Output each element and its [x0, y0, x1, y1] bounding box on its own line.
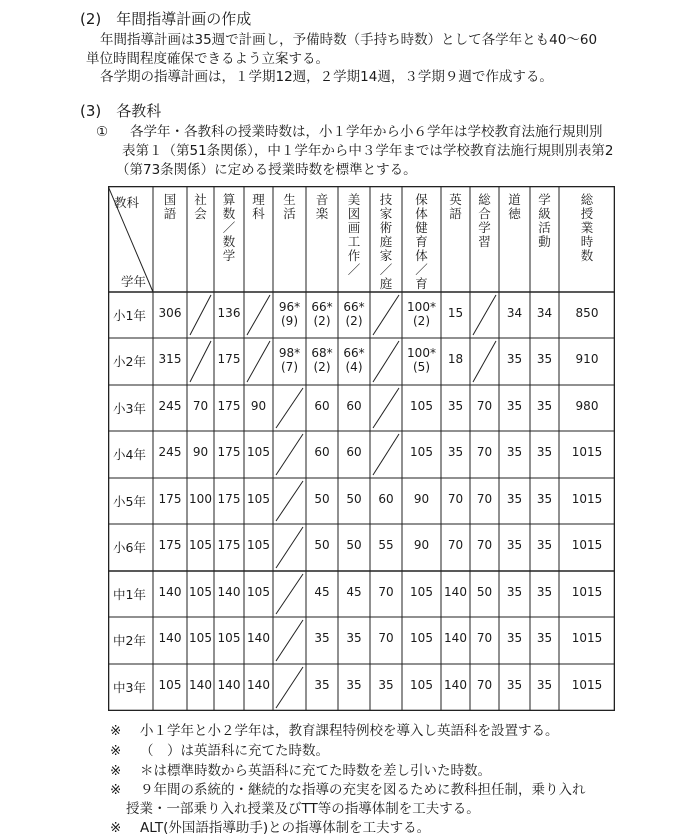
cell-value: 1015	[571, 445, 603, 459]
column-header-5: 生活	[283, 192, 296, 221]
column-header-7: 美図画工作／	[347, 192, 361, 277]
cell-value: 175	[217, 492, 241, 506]
corner-grade-label: 学年	[121, 274, 147, 289]
table-cell	[470, 399, 499, 413]
cell-value: 35	[506, 399, 523, 413]
cell-value: 66*	[343, 300, 365, 314]
table-cell	[530, 399, 559, 413]
section-2-paragraph-2: 各学期の指導計画は，１学期12週，２学期14週，３学期９週で作成する。	[100, 69, 553, 85]
cell-value: 60	[314, 445, 330, 459]
empty-cell-slash	[247, 341, 270, 382]
cell-value: 60	[346, 399, 362, 413]
cell-value: 55	[378, 538, 394, 552]
cell-value: 50	[346, 492, 362, 506]
cell-value: 70	[476, 445, 493, 459]
empty-cell-slash	[276, 620, 303, 661]
table-cell	[244, 585, 273, 599]
table-cell	[244, 631, 273, 645]
table-cell	[559, 678, 615, 692]
cell-value: 35	[346, 678, 362, 692]
cell-value: 175	[217, 352, 241, 366]
column-header-1: 国語	[163, 192, 177, 221]
table-cell	[244, 399, 273, 413]
table-cell	[306, 492, 338, 506]
column-header-8: 技家術庭家／庭	[379, 192, 393, 291]
note-2-text: （ ）は英語科に充てた時数。	[140, 743, 329, 759]
table-cell	[402, 631, 441, 645]
cell-value: 35	[506, 631, 523, 645]
cell-value: 35	[536, 585, 553, 599]
table-cell	[470, 538, 499, 552]
cell-value: 70	[447, 492, 464, 506]
table-cell	[338, 300, 370, 328]
cell-value: 90	[192, 445, 209, 459]
table-cell	[499, 585, 530, 599]
cell-value: (7)	[281, 360, 298, 374]
table-cell	[153, 585, 187, 599]
table-cell	[559, 306, 615, 320]
table-cell	[559, 492, 615, 506]
table-cell	[214, 538, 244, 552]
section-2-paragraph-1-line-2: 単位時間程度確保できるよう立案する。	[86, 51, 329, 67]
note-4-text-line-1: ９年間の系統的・継続的な指導の充実を図るために教科担任制，乗り入れ	[140, 782, 586, 798]
cell-value: 105	[247, 445, 270, 459]
cell-value: 105	[410, 585, 433, 599]
cell-value: 35	[447, 399, 464, 413]
note-3-mark: ※	[110, 763, 122, 779]
column-header-14: 総授業時数	[580, 192, 594, 263]
cell-value: 35	[506, 585, 523, 599]
table-cell	[402, 399, 441, 413]
cell-value: 60	[314, 399, 330, 413]
cell-value: 105	[247, 585, 270, 599]
table-cell	[306, 346, 338, 374]
table-cell	[530, 538, 559, 552]
table-cell	[559, 538, 615, 552]
table-cell	[153, 352, 187, 366]
table-cell	[214, 492, 244, 506]
cell-value: 245	[158, 445, 182, 459]
table-cell	[470, 445, 499, 459]
table-cell	[214, 631, 244, 645]
cell-value: 60	[346, 445, 362, 459]
table-cell	[214, 445, 244, 459]
cell-value: 105	[158, 678, 182, 692]
column-header-6: 音楽	[315, 192, 329, 221]
cell-value: 15	[447, 306, 464, 320]
table-cell	[559, 399, 615, 413]
section-3-item-number: ①	[96, 124, 109, 140]
table-cell	[153, 678, 187, 692]
row-label: 小5年	[113, 494, 146, 509]
section-3-item-line-1: 各学年・各教科の授業時数は，小１学年から小６学年は学校教育法施行規則別	[130, 124, 603, 140]
table-cell	[470, 492, 499, 506]
table-cell	[338, 538, 370, 552]
table-cell	[338, 399, 370, 413]
empty-cell-slash	[190, 295, 211, 335]
cell-value: 105	[410, 678, 433, 692]
cell-value: 35	[536, 678, 553, 692]
cell-value: 35	[314, 678, 330, 692]
cell-value: 140	[247, 678, 270, 692]
table-cell	[402, 538, 441, 552]
table-cell	[214, 399, 244, 413]
table-cell	[441, 306, 470, 320]
cell-value: 140	[217, 678, 241, 692]
cell-value: (2)	[313, 360, 331, 374]
row-label: 小4年	[113, 447, 146, 462]
cell-value: (2)	[313, 314, 331, 328]
cell-value: 66*	[343, 346, 365, 360]
table-cell	[338, 492, 370, 506]
table-cell	[402, 445, 441, 459]
table-cell	[244, 492, 273, 506]
table-cell	[530, 678, 559, 692]
cell-value: 306	[158, 306, 182, 320]
table-cell	[306, 631, 338, 645]
table-cell	[370, 492, 402, 506]
table-cell	[530, 585, 559, 599]
table-cell	[187, 585, 214, 599]
cell-value: 35	[536, 445, 553, 459]
table-cell	[402, 585, 441, 599]
table-cell	[470, 631, 499, 645]
cell-value: 70	[192, 399, 209, 413]
column-header-13: 学級活動	[538, 192, 551, 249]
table-cell	[187, 492, 214, 506]
cell-value: 50	[476, 585, 493, 599]
cell-value: 70	[378, 585, 394, 599]
table-cell	[214, 678, 244, 692]
table-cell	[402, 300, 441, 328]
cell-value: 90	[413, 538, 430, 552]
empty-cell-slash	[276, 388, 303, 428]
table-cell	[402, 678, 441, 692]
cell-value: 68*	[311, 346, 333, 360]
cell-value: 175	[158, 538, 182, 552]
table-cell	[441, 678, 470, 692]
cell-value: 1015	[571, 631, 603, 645]
empty-cell-slash	[276, 434, 303, 475]
table-cell	[338, 346, 370, 374]
cell-value: 1015	[571, 678, 603, 692]
row-label: 中2年	[113, 633, 146, 648]
note-4-mark: ※	[110, 782, 122, 798]
row-label: 小2年	[113, 354, 146, 369]
cell-value: 50	[346, 538, 362, 552]
table-cell	[559, 585, 615, 599]
table-cell	[273, 346, 306, 374]
table-cell	[338, 445, 370, 459]
table-cell	[441, 631, 470, 645]
table-cell	[370, 678, 402, 692]
table-cell	[244, 678, 273, 692]
cell-value: 140	[189, 678, 212, 692]
cell-value: 34	[506, 306, 523, 320]
row-label: 小3年	[113, 401, 146, 416]
table-cell	[306, 399, 338, 413]
table-cell	[214, 306, 244, 320]
table-cell	[244, 538, 273, 552]
table-cell	[306, 300, 338, 328]
table-cell	[306, 678, 338, 692]
column-header-11: 総合学習	[478, 192, 491, 249]
section-3-item-line-2: 表第１（第51条関係），中１学年から中３学年までは学校教育法施行規則別表第2	[122, 143, 614, 159]
cell-value: 70	[476, 631, 493, 645]
cell-value: 136	[217, 306, 241, 320]
table-cell	[530, 352, 559, 366]
cell-value: 35	[536, 352, 553, 366]
empty-cell-slash	[276, 527, 303, 568]
column-header-2: 社会	[194, 192, 207, 221]
cell-value: 140	[158, 631, 182, 645]
cell-value: (2)	[413, 314, 430, 328]
cell-value: 35	[346, 631, 362, 645]
table-cell	[370, 631, 402, 645]
table-cell	[214, 352, 244, 366]
empty-cell-slash	[473, 295, 496, 335]
note-1-mark: ※	[110, 723, 122, 739]
table-cell	[338, 585, 370, 599]
section-2-paragraph-1-line-1: 年間指導計画は35週で計画し，予備時数（手持ち時数）として各学年とも40～60	[100, 32, 598, 48]
table-cell	[441, 352, 470, 366]
cell-value: 35	[506, 445, 523, 459]
empty-cell-slash	[373, 388, 399, 428]
cell-value: 70	[447, 538, 464, 552]
cell-value: 45	[346, 585, 362, 599]
cell-value: 140	[247, 631, 270, 645]
table-cell	[244, 445, 273, 459]
table-cell	[499, 399, 530, 413]
row-label: 小1年	[113, 308, 146, 323]
cell-value: 315	[158, 352, 182, 366]
row-label: 小6年	[113, 540, 146, 555]
cell-value: 34	[536, 306, 553, 320]
cell-value: 45	[314, 585, 330, 599]
column-header-3: 算数／数学	[222, 192, 236, 263]
section-3-heading: (3) 各教科	[80, 102, 162, 120]
table-cell	[499, 492, 530, 506]
table-cell	[187, 631, 214, 645]
table-cell	[441, 445, 470, 459]
cell-value: 105	[410, 445, 433, 459]
cell-value: 70	[378, 631, 394, 645]
cell-value: 35	[378, 678, 394, 692]
table-cell	[470, 585, 499, 599]
cell-value: 35	[506, 678, 523, 692]
cell-value: 1015	[571, 538, 603, 552]
table-cell	[338, 678, 370, 692]
cell-value: 60	[378, 492, 394, 506]
table-cell	[273, 300, 306, 328]
cell-value: 105	[217, 631, 241, 645]
empty-cell-slash	[373, 434, 399, 475]
column-header-12: 道徳	[508, 192, 521, 221]
cell-value: 1015	[571, 585, 603, 599]
table-cell	[499, 538, 530, 552]
empty-cell-slash	[247, 295, 270, 335]
cell-value: 35	[536, 492, 553, 506]
table-cell	[153, 399, 187, 413]
table-cell	[441, 585, 470, 599]
cell-value: 35	[447, 445, 464, 459]
cell-value: 50	[314, 538, 330, 552]
cell-value: 140	[444, 631, 467, 645]
cell-value: (2)	[345, 314, 363, 328]
cell-value: 980	[575, 399, 599, 413]
table-cell	[153, 445, 187, 459]
column-header-9: 保体健育体／育	[415, 192, 428, 291]
cell-value: 35	[536, 399, 553, 413]
cell-value: 70	[476, 678, 493, 692]
row-label: 中1年	[113, 587, 146, 602]
cell-value: 100*	[407, 346, 436, 360]
cell-value: 105	[189, 631, 212, 645]
table-cell	[370, 538, 402, 552]
note-4-text-line-2: 授業・一部乗り入れ授業及びTT等の指導体制を工夫する。	[126, 801, 480, 817]
table-cell	[499, 631, 530, 645]
cell-value: 100	[189, 492, 212, 506]
section-3-item-line-3: （第73条関係）に定める授業時数を標準とする。	[116, 162, 417, 178]
table-cell	[499, 306, 530, 320]
cell-value: 140	[444, 585, 467, 599]
cell-value: 105	[247, 538, 270, 552]
note-5-mark: ※	[110, 820, 122, 836]
note-3-text: ＊は標準時数から英語科に充てた時数を差し引いた時数。	[140, 763, 491, 779]
table-cell	[499, 445, 530, 459]
cell-value: 100*	[407, 300, 436, 314]
cell-value: 105	[410, 399, 433, 413]
cell-value: 66*	[311, 300, 333, 314]
table-cell	[470, 678, 499, 692]
table-cell	[499, 352, 530, 366]
empty-cell-slash	[373, 341, 399, 382]
table-cell	[338, 631, 370, 645]
table-cell	[530, 631, 559, 645]
cell-value: 70	[476, 399, 493, 413]
table-cell	[153, 538, 187, 552]
cell-value: (9)	[281, 314, 298, 328]
empty-cell-slash	[190, 341, 211, 382]
cell-value: 90	[413, 492, 430, 506]
cell-value: 105	[410, 631, 433, 645]
cell-value: 35	[506, 538, 523, 552]
cell-value: 105	[189, 538, 212, 552]
table-cell	[559, 631, 615, 645]
empty-cell-slash	[473, 341, 496, 382]
row-label: 中3年	[113, 680, 146, 695]
cell-value: 175	[217, 445, 241, 459]
column-header-10: 英語	[449, 192, 462, 221]
cell-value: (4)	[345, 360, 363, 374]
cell-value: 35	[314, 631, 330, 645]
cell-value: 70	[476, 538, 493, 552]
cell-value: 35	[536, 631, 553, 645]
table-cell	[187, 445, 214, 459]
cell-value: 175	[217, 538, 241, 552]
column-header-4: 理科	[252, 192, 265, 221]
table-cell	[499, 678, 530, 692]
table-cell	[153, 631, 187, 645]
cell-value: 140	[158, 585, 182, 599]
empty-cell-slash	[276, 574, 303, 614]
cell-value: 96*	[278, 300, 301, 314]
table-cell	[187, 678, 214, 692]
table-cell	[441, 538, 470, 552]
cell-value: 175	[158, 492, 182, 506]
cell-value: 175	[217, 399, 241, 413]
table-cell	[153, 492, 187, 506]
cell-value: 850	[575, 306, 599, 320]
table-cell	[402, 492, 441, 506]
table-cell	[370, 585, 402, 599]
table-cell	[402, 346, 441, 374]
table-cell	[306, 585, 338, 599]
cell-value: 140	[217, 585, 241, 599]
cell-value: 245	[158, 399, 182, 413]
empty-cell-slash	[276, 481, 303, 521]
table-cell	[306, 445, 338, 459]
table-cell	[559, 445, 615, 459]
table-cell	[187, 538, 214, 552]
cell-value: 50	[314, 492, 330, 506]
table-cell	[530, 492, 559, 506]
cell-value: 90	[250, 399, 267, 413]
empty-cell-slash	[373, 295, 399, 335]
table-cell	[559, 352, 615, 366]
cell-value: 1015	[571, 492, 603, 506]
table-cell	[187, 399, 214, 413]
note-1-text: 小１学年と小２学年は，教育課程特例校を導入し英語科を設置する。	[140, 723, 559, 739]
cell-value: 35	[536, 538, 553, 552]
cell-value: 98*	[278, 346, 301, 360]
table-cell	[441, 492, 470, 506]
table-cell	[441, 399, 470, 413]
cell-value: 105	[189, 585, 212, 599]
empty-cell-slash	[276, 667, 303, 708]
cell-value: 105	[247, 492, 270, 506]
note-2-mark: ※	[110, 743, 122, 759]
cell-value: 35	[506, 492, 523, 506]
cell-value: (5)	[413, 360, 430, 374]
cell-value: 910	[575, 352, 599, 366]
cell-value: 70	[476, 492, 493, 506]
cell-value: 18	[447, 352, 464, 366]
corner-subject-label: 教科	[114, 195, 140, 210]
table-cell	[530, 445, 559, 459]
cell-value: 140	[444, 678, 467, 692]
table-cell	[530, 306, 559, 320]
table-cell	[306, 538, 338, 552]
table-cell	[153, 306, 187, 320]
section-2-heading: (2) 年間指導計画の作成	[80, 10, 252, 28]
cell-value: 35	[506, 352, 523, 366]
note-5-text: ALT(外国語指導助手)との指導体制を工夫する。	[140, 820, 431, 836]
table-cell	[214, 585, 244, 599]
